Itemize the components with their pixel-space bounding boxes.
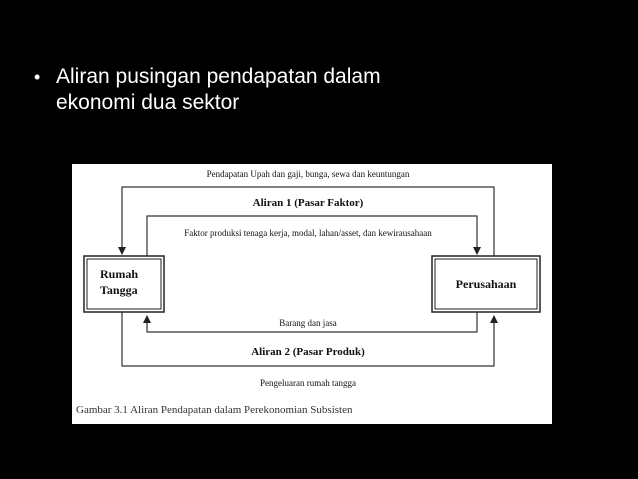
figure-caption: Gambar 3.1 Aliran Pendapatan dalam Perekonomian Subsisten (76, 404, 353, 416)
flow1-title: Aliran 1 (Pasar Faktor) (252, 197, 364, 209)
circular-flow-figure (72, 164, 552, 424)
top-outer-flow-label: Pendapatan Upah dan gaji, bunga, sewa dan keuntungan (206, 169, 410, 179)
rumah-tangga-label-line1: Rumah (100, 267, 139, 281)
rumah-tangga-label-line2: Tangga (100, 283, 138, 297)
circular-flow-diagram (72, 164, 552, 424)
bullet-text (56, 64, 594, 116)
bullet-line-1: Aliran pusingan pendapatan dalam (56, 65, 381, 88)
bottom-outer-flow-label: Pengeluaran rumah tangga (260, 378, 356, 388)
bottom-inner-flow-label: Barang dan jasa (279, 318, 337, 328)
rumah-tangga-box (84, 256, 164, 312)
perusahaan-label: Perusahaan (455, 277, 517, 291)
top-inner-flow-label: Faktor produksi tenaga kerja, modal, lahan/asset, dan kewirausahaan (184, 228, 432, 238)
perusahaan-box (432, 256, 540, 312)
bullet-dot-icon: • (34, 67, 41, 87)
flow2-title: Aliran 2 (Pasar Produk) (251, 346, 365, 358)
bullet-line-2: ekonomi dua sektor (56, 91, 240, 114)
slide-bullet (34, 64, 594, 116)
